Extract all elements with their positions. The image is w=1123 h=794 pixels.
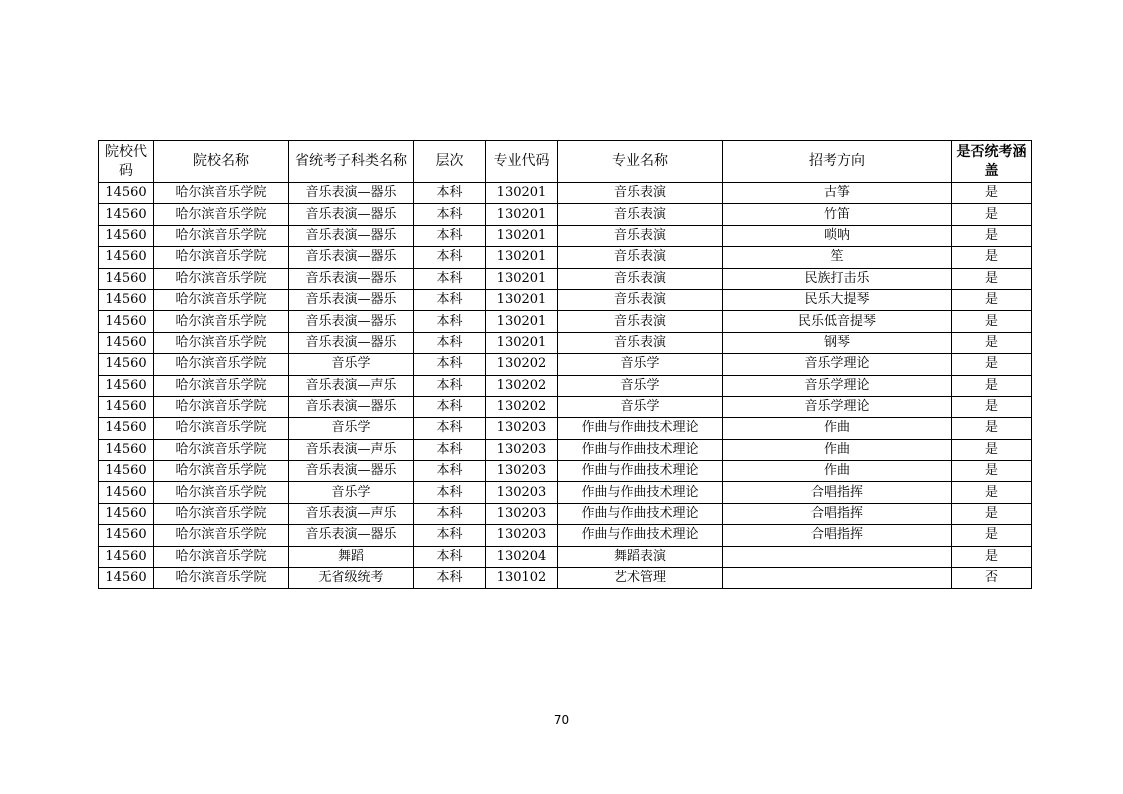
- level-cell: 本科: [414, 568, 486, 589]
- table-row: [99, 247, 1032, 268]
- direction-cell: 合唱指挥: [723, 482, 952, 503]
- table-row: [99, 568, 1032, 589]
- level-cell: 本科: [414, 396, 486, 417]
- direction-cell: 音乐学理论: [723, 375, 952, 396]
- major-code-cell: 130203: [486, 482, 558, 503]
- header-school-name: 院校名称: [154, 141, 289, 183]
- major-name-cell: 作曲与作曲技术理论: [558, 482, 723, 503]
- exam-category-cell: 音乐表演—器乐: [289, 183, 414, 204]
- level-cell: 本科: [414, 546, 486, 567]
- covered-cell: 是: [952, 311, 1032, 332]
- direction-cell: 民族打击乐: [723, 268, 952, 289]
- major-code-cell: 130201: [486, 332, 558, 353]
- major-name-cell: 音乐表演: [558, 183, 723, 204]
- school-name-cell: 哈尔滨音乐学院: [154, 503, 289, 524]
- header-school-code: 院校代码: [99, 141, 154, 183]
- exam-category-cell: 音乐学: [289, 418, 414, 439]
- level-cell: 本科: [414, 439, 486, 460]
- major-code-cell: 130201: [486, 225, 558, 246]
- level-cell: 本科: [414, 247, 486, 268]
- exam-category-cell: 音乐表演—声乐: [289, 439, 414, 460]
- school-code-cell: 14560: [99, 568, 154, 589]
- school-code-cell: 14560: [99, 332, 154, 353]
- school-code-cell: 14560: [99, 247, 154, 268]
- major-name-cell: 作曲与作曲技术理论: [558, 503, 723, 524]
- school-name-cell: 哈尔滨音乐学院: [154, 546, 289, 567]
- major-code-cell: 130201: [486, 247, 558, 268]
- exam-category-cell: 音乐表演—器乐: [289, 247, 414, 268]
- direction-cell: 钢琴: [723, 332, 952, 353]
- school-name-cell: 哈尔滨音乐学院: [154, 183, 289, 204]
- major-name-cell: 作曲与作曲技术理论: [558, 525, 723, 546]
- direction-cell: 作曲: [723, 439, 952, 460]
- school-code-cell: 14560: [99, 525, 154, 546]
- school-code-cell: 14560: [99, 354, 154, 375]
- school-name-cell: 哈尔滨音乐学院: [154, 247, 289, 268]
- level-cell: 本科: [414, 375, 486, 396]
- direction-cell: 竹笛: [723, 204, 952, 225]
- major-name-cell: 音乐表演: [558, 289, 723, 310]
- exam-category-cell: 音乐表演—器乐: [289, 461, 414, 482]
- covered-cell: 是: [952, 396, 1032, 417]
- table-row: [99, 482, 1032, 503]
- exam-category-cell: 音乐表演—器乐: [289, 332, 414, 353]
- school-code-cell: 14560: [99, 546, 154, 567]
- direction-cell: 民乐低音提琴: [723, 311, 952, 332]
- school-name-cell: 哈尔滨音乐学院: [154, 289, 289, 310]
- school-name-cell: 哈尔滨音乐学院: [154, 482, 289, 503]
- level-cell: 本科: [414, 354, 486, 375]
- school-code-cell: 14560: [99, 311, 154, 332]
- covered-cell: 是: [952, 354, 1032, 375]
- major-name-cell: 音乐表演: [558, 332, 723, 353]
- school-name-cell: 哈尔滨音乐学院: [154, 418, 289, 439]
- table-row: [99, 396, 1032, 417]
- covered-cell: 否: [952, 568, 1032, 589]
- covered-cell: 是: [952, 546, 1032, 567]
- direction-cell: 作曲: [723, 418, 952, 439]
- school-name-cell: 哈尔滨音乐学院: [154, 461, 289, 482]
- level-cell: 本科: [414, 461, 486, 482]
- level-cell: 本科: [414, 332, 486, 353]
- major-code-cell: 130202: [486, 375, 558, 396]
- school-name-cell: 哈尔滨音乐学院: [154, 354, 289, 375]
- header-covered: 是否统考涵盖: [952, 141, 1032, 183]
- major-name-cell: 舞蹈表演: [558, 546, 723, 567]
- table-body: [99, 183, 1032, 589]
- table-row: [99, 546, 1032, 567]
- covered-cell: 是: [952, 525, 1032, 546]
- major-name-cell: 音乐学: [558, 375, 723, 396]
- major-name-cell: 作曲与作曲技术理论: [558, 461, 723, 482]
- table-row: [99, 311, 1032, 332]
- table-row: [99, 503, 1032, 524]
- covered-cell: 是: [952, 418, 1032, 439]
- school-name-cell: 哈尔滨音乐学院: [154, 268, 289, 289]
- exam-category-cell: 音乐表演—声乐: [289, 503, 414, 524]
- major-code-cell: 130203: [486, 503, 558, 524]
- major-code-cell: 130202: [486, 354, 558, 375]
- level-cell: 本科: [414, 482, 486, 503]
- table-row: [99, 418, 1032, 439]
- direction-cell: [723, 546, 952, 567]
- school-code-cell: 14560: [99, 204, 154, 225]
- level-cell: 本科: [414, 204, 486, 225]
- level-cell: 本科: [414, 289, 486, 310]
- covered-cell: 是: [952, 183, 1032, 204]
- table-row: [99, 204, 1032, 225]
- exam-category-cell: 音乐表演—器乐: [289, 225, 414, 246]
- table-row: [99, 289, 1032, 310]
- school-name-cell: 哈尔滨音乐学院: [154, 204, 289, 225]
- table-row: [99, 332, 1032, 353]
- direction-cell: 作曲: [723, 461, 952, 482]
- school-code-cell: 14560: [99, 396, 154, 417]
- school-name-cell: 哈尔滨音乐学院: [154, 332, 289, 353]
- major-name-cell: 音乐表演: [558, 247, 723, 268]
- exam-category-cell: 音乐学: [289, 354, 414, 375]
- table-row: [99, 225, 1032, 246]
- exam-category-cell: 音乐表演—器乐: [289, 204, 414, 225]
- direction-cell: 笙: [723, 247, 952, 268]
- major-name-cell: 音乐表演: [558, 225, 723, 246]
- table-row: [99, 439, 1032, 460]
- major-name-cell: 音乐表演: [558, 268, 723, 289]
- school-code-cell: 14560: [99, 439, 154, 460]
- major-code-cell: 130201: [486, 204, 558, 225]
- direction-cell: 唢呐: [723, 225, 952, 246]
- covered-cell: 是: [952, 482, 1032, 503]
- exam-category-cell: 音乐表演—声乐: [289, 375, 414, 396]
- school-code-cell: 14560: [99, 225, 154, 246]
- major-name-cell: 艺术管理: [558, 568, 723, 589]
- table-row: [99, 461, 1032, 482]
- exam-category-cell: 音乐表演—器乐: [289, 311, 414, 332]
- school-code-cell: 14560: [99, 503, 154, 524]
- school-code-cell: 14560: [99, 375, 154, 396]
- header-major-code: 专业代码: [486, 141, 558, 183]
- covered-cell: 是: [952, 461, 1032, 482]
- school-name-cell: 哈尔滨音乐学院: [154, 375, 289, 396]
- covered-cell: 是: [952, 289, 1032, 310]
- exam-category-cell: 音乐表演—器乐: [289, 396, 414, 417]
- level-cell: 本科: [414, 503, 486, 524]
- header-major-name: 专业名称: [558, 141, 723, 183]
- major-name-cell: 作曲与作曲技术理论: [558, 439, 723, 460]
- school-code-cell: 14560: [99, 461, 154, 482]
- major-code-cell: 130202: [486, 396, 558, 417]
- level-cell: 本科: [414, 418, 486, 439]
- table-header: [99, 141, 1032, 183]
- table-row: [99, 183, 1032, 204]
- covered-cell: 是: [952, 439, 1032, 460]
- exam-category-cell: 舞蹈: [289, 546, 414, 567]
- covered-cell: 是: [952, 225, 1032, 246]
- header-level: 层次: [414, 141, 486, 183]
- header-exam-category: 省统考子科类名称: [289, 141, 414, 183]
- header-row: [99, 141, 1032, 183]
- covered-cell: 是: [952, 503, 1032, 524]
- major-name-cell: 音乐学: [558, 396, 723, 417]
- school-name-cell: 哈尔滨音乐学院: [154, 396, 289, 417]
- level-cell: 本科: [414, 183, 486, 204]
- level-cell: 本科: [414, 311, 486, 332]
- direction-cell: 民乐大提琴: [723, 289, 952, 310]
- covered-cell: 是: [952, 375, 1032, 396]
- exam-category-cell: 音乐表演—器乐: [289, 525, 414, 546]
- school-code-cell: 14560: [99, 418, 154, 439]
- major-code-cell: 130203: [486, 439, 558, 460]
- school-code-cell: 14560: [99, 289, 154, 310]
- table-row: [99, 525, 1032, 546]
- direction-cell: 音乐学理论: [723, 396, 952, 417]
- direction-cell: 古筝: [723, 183, 952, 204]
- school-code-cell: 14560: [99, 268, 154, 289]
- page-number: 70: [553, 713, 570, 727]
- major-code-cell: 130203: [486, 525, 558, 546]
- major-code-cell: 130201: [486, 268, 558, 289]
- major-name-cell: 作曲与作曲技术理论: [558, 418, 723, 439]
- admissions-table: [98, 140, 1032, 589]
- school-name-cell: 哈尔滨音乐学院: [154, 525, 289, 546]
- major-code-cell: 130204: [486, 546, 558, 567]
- direction-cell: 合唱指挥: [723, 525, 952, 546]
- school-code-cell: 14560: [99, 482, 154, 503]
- school-name-cell: 哈尔滨音乐学院: [154, 439, 289, 460]
- table-row: [99, 375, 1032, 396]
- direction-cell: [723, 568, 952, 589]
- exam-category-cell: 音乐表演—器乐: [289, 289, 414, 310]
- header-direction: 招考方向: [723, 141, 952, 183]
- major-name-cell: 音乐表演: [558, 311, 723, 332]
- table-row: [99, 354, 1032, 375]
- major-code-cell: 130203: [486, 461, 558, 482]
- covered-cell: 是: [952, 204, 1032, 225]
- school-name-cell: 哈尔滨音乐学院: [154, 225, 289, 246]
- school-name-cell: 哈尔滨音乐学院: [154, 311, 289, 332]
- exam-category-cell: 音乐表演—器乐: [289, 268, 414, 289]
- level-cell: 本科: [414, 225, 486, 246]
- school-name-cell: 哈尔滨音乐学院: [154, 568, 289, 589]
- level-cell: 本科: [414, 268, 486, 289]
- major-code-cell: 130102: [486, 568, 558, 589]
- exam-category-cell: 无省级统考: [289, 568, 414, 589]
- table-row: [99, 268, 1032, 289]
- major-code-cell: 130203: [486, 418, 558, 439]
- major-code-cell: 130201: [486, 311, 558, 332]
- school-code-cell: 14560: [99, 183, 154, 204]
- major-name-cell: 音乐学: [558, 354, 723, 375]
- covered-cell: 是: [952, 247, 1032, 268]
- exam-category-cell: 音乐学: [289, 482, 414, 503]
- covered-cell: 是: [952, 268, 1032, 289]
- major-code-cell: 130201: [486, 289, 558, 310]
- major-name-cell: 音乐表演: [558, 204, 723, 225]
- direction-cell: 音乐学理论: [723, 354, 952, 375]
- level-cell: 本科: [414, 525, 486, 546]
- direction-cell: 合唱指挥: [723, 503, 952, 524]
- covered-cell: 是: [952, 332, 1032, 353]
- major-code-cell: 130201: [486, 183, 558, 204]
